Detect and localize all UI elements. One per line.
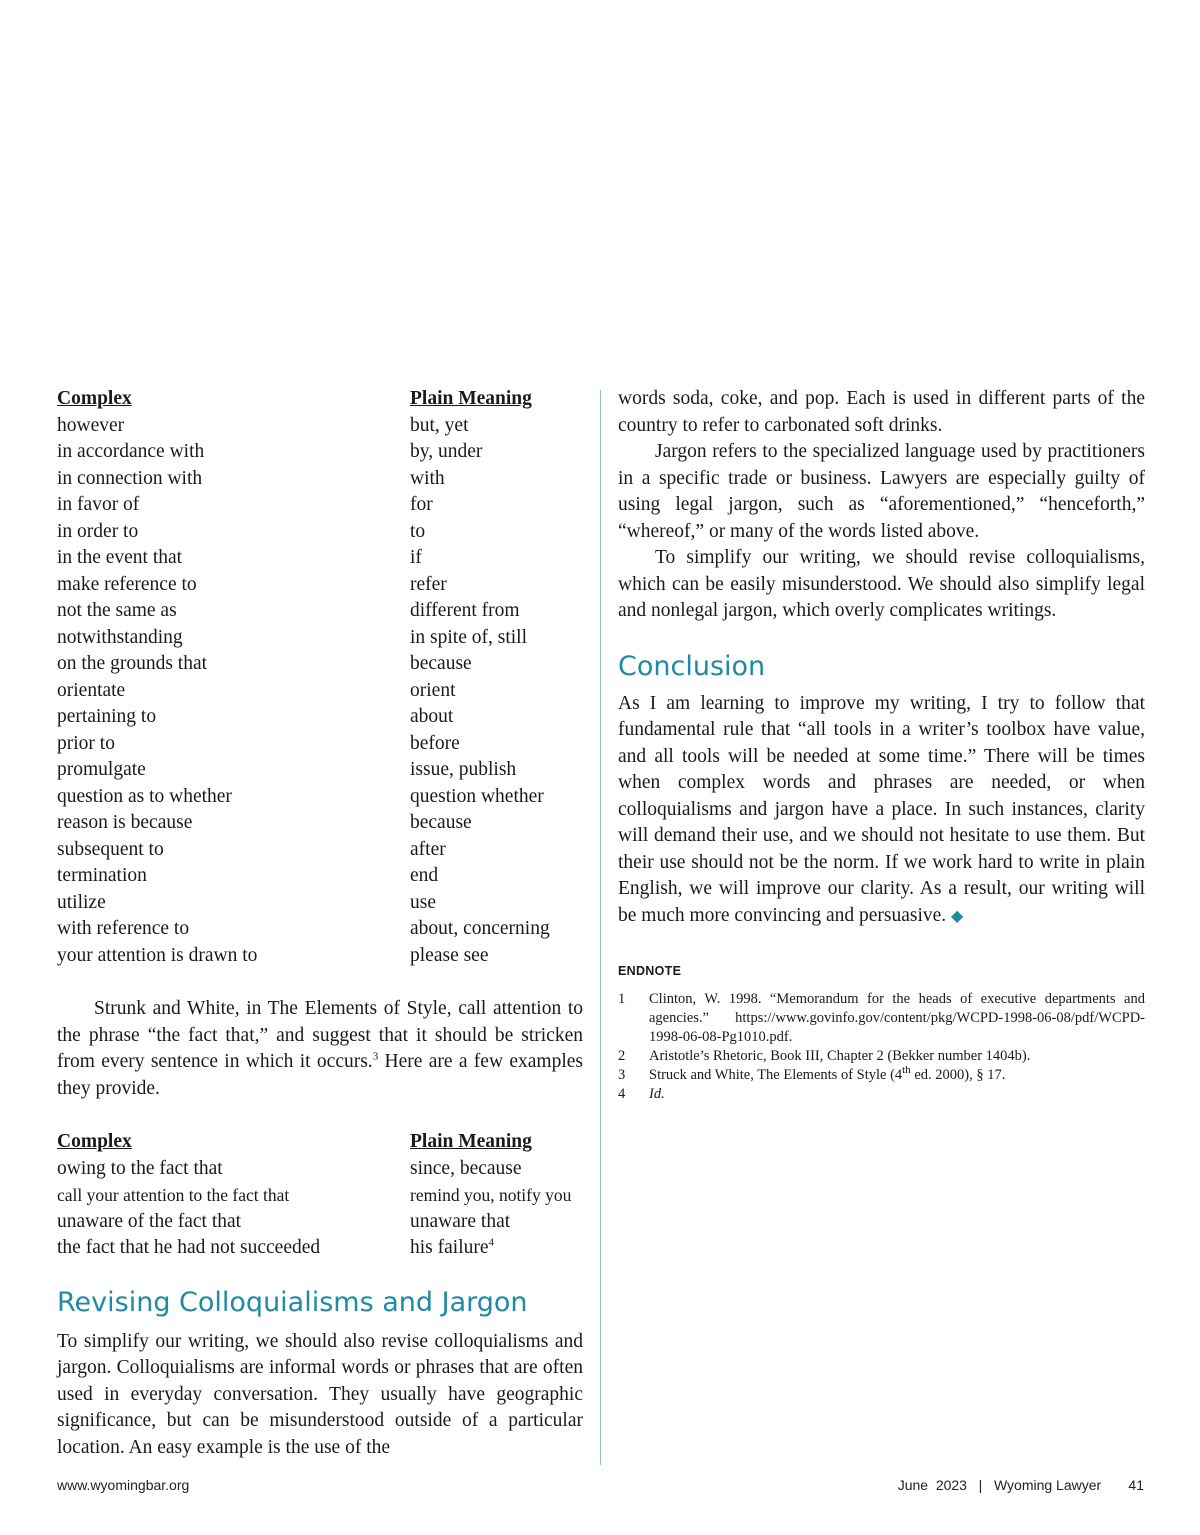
table1-plain-text: about, concerning [410, 918, 550, 939]
table2-plain-text: his failure [410, 1237, 489, 1258]
table1-plain-text: for [410, 494, 433, 515]
table1-plain-cell [410, 492, 583, 519]
conclusion-text: As I am learning to improve my writing, I try to follow that fundamental rule that “all tools in a writer’s toolbox have value, and all tools will be needed at some time.” There will be times when complex words and phrases are needed, or when colloquialisms and jargon have a place. In such instances, clarity will demand their use, and we should not hesitate to use them. But their use should not be the norm. If we work hard to write in plain English, we will improve our clarity. As a result, our writing will be much more convincing and persuasive. [618, 692, 1145, 926]
table2-row [57, 1182, 583, 1209]
table1-plain-cell [410, 413, 583, 440]
table1-plain-cell [410, 572, 583, 599]
table2-row [57, 1235, 583, 1262]
table1-plain-text: question whether [410, 785, 544, 807]
table1-plain-cell [410, 625, 583, 652]
table1-plain-cell [410, 731, 583, 758]
table1-row [57, 757, 583, 784]
endnote-text-tail: ed. 2000), § 17. [910, 1067, 1006, 1083]
table1-row [57, 466, 583, 493]
table1-plain-text: refer [410, 573, 447, 595]
table1-row [57, 439, 583, 466]
table1-plain-text: about [410, 706, 454, 727]
column-divider [600, 390, 601, 1465]
table1-complex-cell: orientate [57, 679, 126, 701]
table1-plain-text: because [410, 812, 472, 833]
table1-complex-cell: in order to [57, 520, 139, 542]
table1-plain-text: after [410, 838, 446, 860]
table1-row [57, 625, 583, 652]
table1-plain-text: use [410, 891, 436, 913]
table1-complex-cell: reason is because [57, 812, 193, 833]
table1-complex-cell: termination [57, 865, 147, 886]
table1-row [57, 651, 583, 678]
table1-plain-text: different from [410, 600, 520, 621]
table1-plain-cell [410, 863, 583, 890]
footnote-ref-4: 4 [488, 1236, 495, 1249]
table1-plain-cell [410, 678, 583, 705]
table2-complex-cell: unaware of the fact that [57, 1210, 242, 1232]
table1-complex-cell: subsequent to [57, 838, 164, 860]
endnote-list [618, 990, 1145, 1104]
table1-plain-cell [410, 704, 583, 731]
right-column [618, 386, 1145, 1104]
endnote-number: 3 [618, 1067, 626, 1083]
table2-plain-text: unaware that [410, 1210, 511, 1232]
table1-row [57, 731, 583, 758]
endnote-number: 2 [618, 1048, 626, 1064]
strunk-paragraph-tail: Here are a few examples they provide. [57, 1051, 584, 1099]
table1-row [57, 413, 583, 440]
table1-plain-text: with [410, 467, 445, 489]
table1-header-complex: Complex [57, 388, 132, 409]
table2-row [57, 1209, 583, 1236]
table1-row [57, 545, 583, 572]
table1-complex-cell: make reference to [57, 573, 197, 595]
table1-complex-cell: prior to [57, 732, 115, 754]
endnote-item [618, 990, 1145, 1047]
table1-complex-cell: in favor of [57, 494, 140, 515]
revising-heading: Revising Colloquialisms and Jargon [57, 1286, 528, 1318]
table1-plain-cell [410, 651, 583, 678]
table1-row [57, 890, 583, 917]
endnote-text: Aristotle’s Rhetoric, Book III, Chapter 2 (Bekker number 1404b). [649, 1048, 1031, 1064]
table1-complex-cell: in connection with [57, 467, 203, 489]
simplify-paragraph: To simplify our writing, we should revise colloquialisms, which can be easily misunderstood. We should also simplify legal and nonlegal jargon, which overly complicates writings. [618, 547, 1145, 621]
table1-row [57, 678, 583, 705]
table1-complex-cell: however [57, 414, 125, 436]
table2-header-complex: Complex [57, 1131, 132, 1152]
table1-plain-cell [410, 943, 583, 970]
endnote-text: Id. [649, 1086, 665, 1102]
table1-plain-cell [410, 757, 583, 784]
revising-paragraph-1-part-b: words soda, coke, and pop. Each is used in different parts of the country to refer to carbonated soft drinks. [618, 388, 1145, 436]
footnote-ref-3: 3 [372, 1050, 379, 1063]
endnote-sup: th [902, 1064, 911, 1077]
table1-row [57, 943, 583, 970]
complex-plain-table-1 [57, 386, 583, 969]
table1-plain-text: orient [410, 679, 456, 701]
table1-row [57, 810, 583, 837]
table1-row [57, 519, 583, 546]
table1-header-plain: Plain Meaning [410, 388, 532, 409]
left-column [57, 386, 583, 1461]
conclusion-heading: Conclusion [618, 650, 766, 682]
page-footer [57, 1477, 1144, 1497]
table1-complex-cell: in accordance with [57, 441, 205, 462]
endnote-number: 4 [618, 1086, 626, 1102]
table1-complex-cell: your attention is drawn to [57, 944, 258, 966]
table1-plain-text: in spite of, still [410, 626, 527, 648]
table1-plain-text: but, yet [410, 414, 469, 436]
table1-plain-text: issue, publish [410, 759, 517, 780]
diamond-end-icon: ◆ [951, 907, 964, 925]
table1-plain-text: before [410, 732, 460, 754]
table2-complex-cell: the fact that he had not succeeded [57, 1237, 321, 1258]
table2-row [57, 1156, 583, 1183]
table2-header-plain: Plain Meaning [410, 1131, 532, 1152]
endnote-text: Struck and White, The Elements of Style (4 [649, 1067, 903, 1083]
table2-plain-cell [410, 1235, 583, 1262]
table1-row [57, 837, 583, 864]
table1-plain-cell [410, 519, 583, 546]
table1-plain-text: because [410, 653, 472, 674]
table1-complex-cell: with reference to [57, 918, 190, 939]
footer-website: www.wyomingbar.org [57, 1477, 190, 1493]
strunk-paragraph [57, 996, 583, 1102]
table1-complex-cell: notwithstanding [57, 626, 183, 648]
revising-paragraph-1-part-a: To simplify our writing, we should also revise colloquialisms and jargon. Colloquialisms are informal words or phrases that are often used in everyday conversation. They usually have geographic significance, but can be misunderstood outside of a particular location. An easy example is the use of the [57, 1330, 583, 1458]
table1-plain-cell [410, 598, 583, 625]
table1-plain-cell [410, 810, 583, 837]
table1-row [57, 784, 583, 811]
table1-complex-cell: pertaining to [57, 706, 157, 727]
table1-complex-cell: utilize [57, 891, 106, 913]
table1-complex-cell: on the grounds that [57, 653, 208, 674]
table2-complex-cell: owing to the fact that [57, 1157, 223, 1179]
table1-complex-cell: question as to whether [57, 785, 232, 807]
table1-complex-cell: not the same as [57, 600, 177, 621]
endnote-title: ENDNOTE [618, 964, 682, 978]
table1-row [57, 863, 583, 890]
table1-plain-text: to [410, 520, 426, 542]
endnote-number: 1 [618, 991, 626, 1007]
jargon-paragraph: Jargon refers to the specialized language used by practitioners in a specific trade or business. Lawyers are especially guilty of using legal jargon, such as “aforementioned,” “henceforth,” “whereof,” or many of the words listed above. [618, 441, 1145, 542]
complex-plain-table-2 [57, 1129, 583, 1262]
table2-plain-text: since, because [410, 1157, 522, 1179]
table1-row [57, 704, 583, 731]
table1-plain-text: by, under [410, 441, 483, 462]
table1-plain-text: end [410, 865, 439, 886]
endnote-item [618, 1085, 1145, 1104]
table1-plain-text: if [410, 547, 422, 568]
footer-issue: June 2023 | Wyoming Lawyer 41 [897, 1477, 1144, 1493]
endnote-text: Clinton, W. 1998. “Memorandum for the heads of executive departments and agencies.” https://www.govinfo.gov/content/pkg/WCPD-1998-06-08/pdf/WCPD-1998-06-08-Pg1010.pdf. [649, 991, 1145, 1045]
table2-plain-text: remind you, notify you [410, 1185, 572, 1205]
table1-plain-cell [410, 784, 583, 811]
table1-body [57, 413, 583, 970]
table1-plain-cell [410, 837, 583, 864]
conclusion-paragraph [618, 691, 1145, 931]
table1-row [57, 492, 583, 519]
table2-plain-cell [410, 1209, 583, 1236]
table1-plain-cell [410, 439, 583, 466]
strunk-paragraph-text: Strunk and White, in The Elements of Style, call attention to the phrase “the fact that,” and suggest that it should be stricken from every sentence in which it occurs. [57, 998, 583, 1072]
endnote-item [618, 1047, 1145, 1066]
table1-plain-cell [410, 890, 583, 917]
table1-plain-text: please see [410, 944, 489, 966]
table1-row [57, 598, 583, 625]
table1-row [57, 572, 583, 599]
table2-plain-cell [410, 1182, 583, 1209]
table1-plain-cell [410, 916, 583, 943]
table1-complex-cell: in the event that [57, 547, 183, 568]
table2-body [57, 1156, 583, 1262]
table1-plain-cell [410, 466, 583, 493]
table2-plain-cell [410, 1156, 583, 1183]
table1-row [57, 916, 583, 943]
endnote-item [618, 1066, 1145, 1085]
table2-complex-cell: call your attention to the fact that [57, 1185, 290, 1205]
table1-complex-cell: promulgate [57, 759, 146, 780]
table1-plain-cell [410, 545, 583, 572]
